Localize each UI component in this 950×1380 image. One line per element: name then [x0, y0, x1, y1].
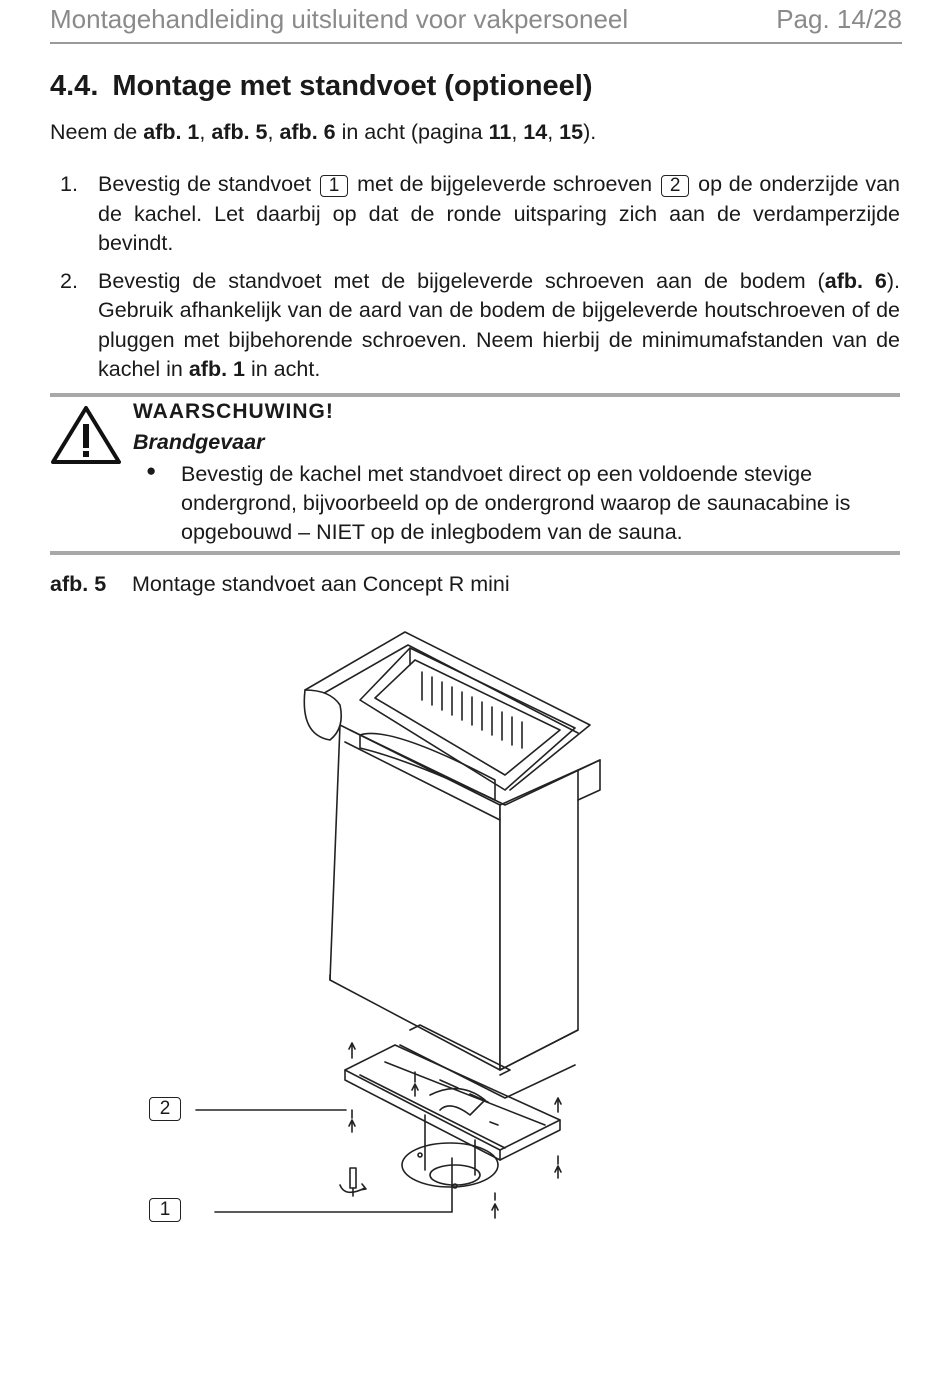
step-text-part: op de onderzijde van de kachel. Let daarbij op dat de ronde uitsparing zich aan de verdamperzijde bevindt. — [98, 172, 901, 255]
figure-ref: afb. 6 — [824, 268, 887, 293]
warning-text: Bevestig de kachel met standvoet direct op een voldoende stevige ondergrond, bijvoorbeeld op de ondergrond waarop de saunacabine is opgebouwd – NIET op de inlegbodem van de sauna. — [181, 462, 851, 544]
figure-ref: afb. 1 — [143, 120, 200, 144]
step-item — [60, 170, 900, 259]
step-text-part: Bevestig de standvoet — [98, 172, 318, 196]
warning-bottom-rule — [50, 551, 900, 555]
warning-subtitle: Brandgevaar — [133, 430, 265, 454]
intro-text: in acht (pagina — [335, 120, 489, 144]
header-title: Montagehandleiding uitsluitend voor vakpersoneel — [50, 4, 629, 34]
page-number: Pag. 14/28 — [776, 4, 902, 34]
figure-caption: Montage standvoet aan Concept R mini — [132, 572, 510, 596]
bullet-icon: ● — [146, 461, 157, 480]
callout-1: 1 — [149, 1198, 181, 1222]
heater-stand-illustration — [0, 600, 950, 1300]
header-divider — [50, 42, 902, 44]
intro-text: , — [511, 120, 524, 144]
step-text-part: in acht. — [245, 357, 321, 381]
figure-ref: afb. 6 — [279, 120, 336, 144]
intro-text: Neem de — [50, 120, 144, 144]
page-ref: 14 — [523, 120, 548, 144]
warning-triangle-icon — [50, 404, 122, 466]
step-text — [98, 267, 900, 385]
step-number: 1. — [60, 172, 78, 196]
step-text — [98, 170, 900, 259]
callout-ref: 1 — [320, 175, 349, 197]
intro-paragraph — [50, 120, 596, 145]
intro-text: , — [547, 120, 560, 144]
figure-ref: afb. 1 — [188, 357, 245, 381]
warning-top-rule — [50, 393, 900, 397]
step-number: 2. — [60, 268, 78, 293]
section-heading — [50, 70, 593, 103]
intro-text: ). — [583, 120, 597, 144]
callout-2: 2 — [149, 1097, 181, 1121]
intro-text: , — [199, 120, 212, 144]
section-title: Montage met standvoet (optioneel) — [112, 70, 593, 102]
step-item — [60, 267, 900, 385]
step-list — [60, 170, 900, 393]
callout-ref: 2 — [661, 175, 690, 197]
section-number: 4.4. — [50, 70, 99, 102]
page-ref: 15 — [559, 120, 584, 144]
step-text-part: ). Gebruik afhankelijk van de aard van de bodem de bijgeleverde houtschroeven of de pluggen met bijbehorende schroeven. Neem hierbij de minimumafstanden van de kachel in — [98, 268, 901, 381]
figure-ref: afb. 5 — [211, 120, 268, 144]
warning-title: WAARSCHUWING! — [133, 400, 334, 423]
step-text-part: met de bijgeleverde schroeven — [350, 172, 659, 196]
page-ref: 11 — [488, 120, 512, 144]
figure-label: afb. 5 — [50, 572, 107, 596]
technical-drawing — [0, 600, 950, 1300]
intro-text: , — [267, 120, 280, 144]
step-text-part: Bevestig de standvoet met de bijgeleverde schroeven aan de bodem ( — [98, 268, 825, 293]
